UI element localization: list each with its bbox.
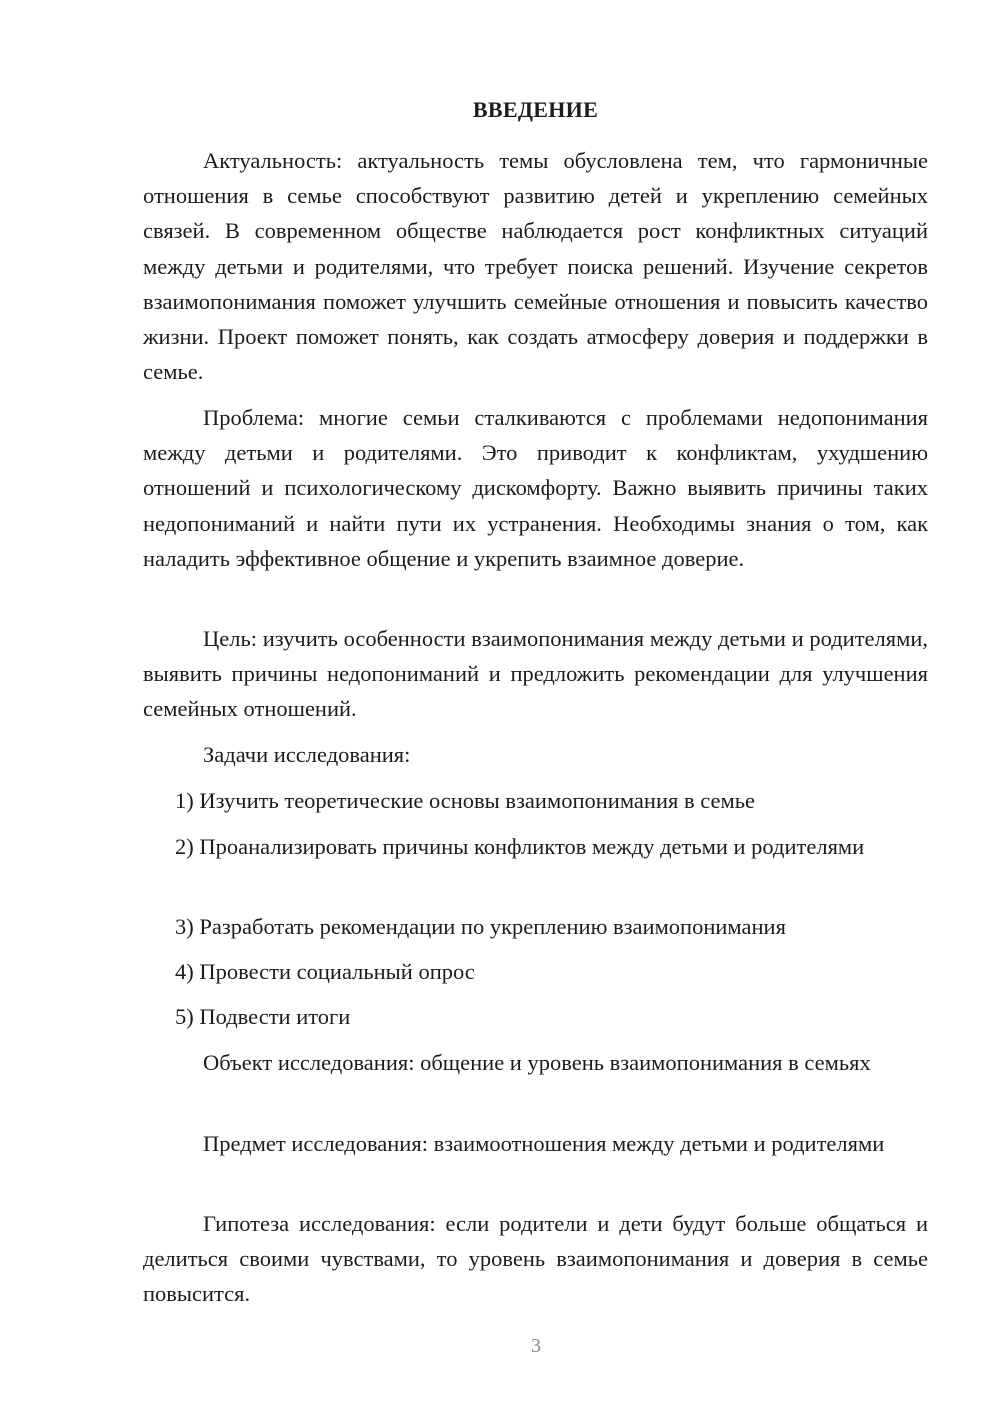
problem-paragraph: Проблема: многие семьи сталкиваются с проблемами недопонимания между детьми и родителями. Это приводит к конфликтам, ухудшению отношений и психологическому дискомфорту. Важно выявить причины таких недопониманий и найти пути их устранения. Необходимы знания о том, как наладить эффективное общение и укрепить взаимное доверие. — [143, 405, 928, 571]
object-paragraph: Объект исследования: общение и уровень взаимопонимания в семьях — [203, 1050, 871, 1075]
task-item: 5) Подвести итоги — [175, 1004, 351, 1029]
task-item: 4) Провести социальный опрос — [175, 959, 475, 984]
goal-paragraph: Цель: изучить особенности взаимопонимания между детьми и родителями, выявить причины недопониманий и предложить рекомендации для улучшения семейных отношений. — [143, 626, 928, 722]
task-item: 1) Изучить теоретические основы взаимопонимания в семье — [175, 788, 755, 813]
hypothesis-paragraph: Гипотеза исследования: если родители и дети будут больше общаться и делиться своими чувствами, то уровень взаимопонимания и доверия в семье повысится. — [143, 1211, 928, 1307]
tasks-heading: Задачи исследования: — [203, 742, 411, 767]
relevance-paragraph: Актуальность: актуальность темы обусловлена тем, что гармоничные отношения в семье способствуют развитию детей и укреплению семейных связей. В современном обществе наблюдается рост конфликтных ситуаций между детьми и родителями, что требует поиска решений. Изучение секретов взаимопонимания поможет улучшить семейные отношения и повысить качество жизни. Проект поможет понять, как создать атмосферу доверия и поддержки в семье. — [143, 148, 928, 385]
document-title: ВВЕДЕНИЕ — [472, 97, 599, 122]
page-number: 3 — [531, 1335, 541, 1357]
subject-paragraph: Предмет исследования: взаимоотношения между детьми и родителями — [203, 1131, 885, 1156]
task-item: 3) Разработать рекомендации по укреплению взаимопонимания — [175, 914, 786, 939]
task-item: 2) Проанализировать причины конфликтов между детьми и родителями — [175, 834, 865, 859]
